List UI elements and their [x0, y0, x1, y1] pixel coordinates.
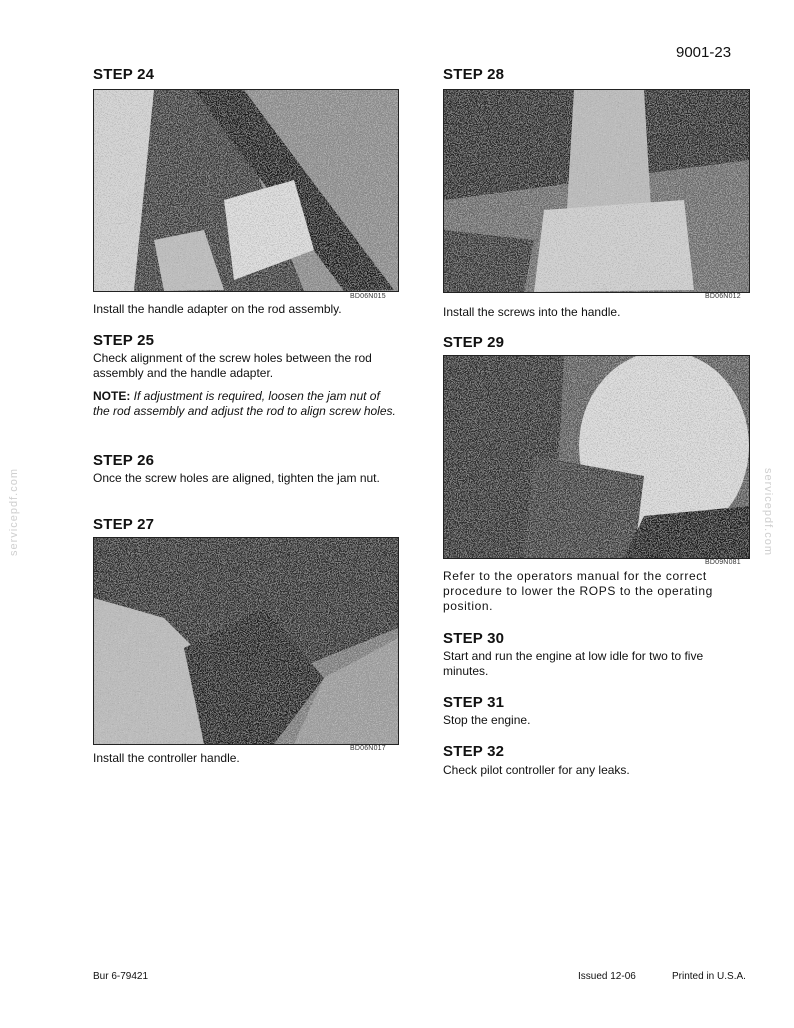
step-27-photo — [93, 537, 399, 745]
step-25-text: Check alignment of the screw holes between the rod assembly and the handle adapter. — [93, 351, 372, 380]
note-text: If adjustment is required, loosen the jam nut of the rod assembly and adjust the rod to align screw holes. — [93, 389, 396, 418]
step-28-figure-code: BD06N012 — [705, 293, 741, 300]
footer-issued: Issued 12-06 — [578, 971, 636, 982]
note-label: NOTE: — [93, 389, 131, 403]
footer-printed: Printed in U.S.A. — [672, 971, 746, 982]
watermark-left: servicepdf.com — [7, 468, 20, 556]
step-27-title: STEP 27 — [93, 516, 155, 533]
step-24-text: Install the handle adapter on the rod assembly. — [93, 302, 342, 316]
step-29-photo — [443, 355, 750, 559]
step-28-title: STEP 28 — [443, 66, 505, 83]
step-31-title: STEP 31 — [443, 694, 505, 711]
step-32-text: Check pilot controller for any leaks. — [443, 763, 630, 777]
watermark-right: servicepdf.com — [761, 468, 774, 556]
step-25-note — [93, 389, 398, 419]
step-29-figure-code: BD09N081 — [705, 559, 741, 566]
step-24-title: STEP 24 — [93, 66, 155, 83]
step-29-title: STEP 29 — [443, 334, 505, 351]
step-26-text: Once the screw holes are aligned, tighten the jam nut. — [93, 471, 380, 485]
page-number: 9001-23 — [676, 44, 732, 61]
footer-doc-number: Bur 6-79421 — [93, 971, 149, 982]
step-29-text: Refer to the operators manual for the correct procedure to lower the ROPS to the operating position. — [443, 569, 713, 613]
step-27-text: Install the controller handle. — [93, 751, 240, 765]
step-32-title: STEP 32 — [443, 743, 505, 760]
step-24-figure-code: BD06N015 — [350, 293, 386, 300]
step-30-title: STEP 30 — [443, 630, 505, 647]
step-24-photo — [93, 89, 399, 292]
step-26-title: STEP 26 — [93, 452, 155, 469]
step-28-photo — [443, 89, 750, 293]
step-31-text: Stop the engine. — [443, 713, 531, 727]
step-30-text: Start and run the engine at low idle for two to five minutes. — [443, 649, 704, 678]
step-28-text: Install the screws into the handle. — [443, 305, 621, 319]
step-25-title: STEP 25 — [93, 332, 155, 349]
step-27-figure-code: BD06N017 — [350, 745, 386, 752]
